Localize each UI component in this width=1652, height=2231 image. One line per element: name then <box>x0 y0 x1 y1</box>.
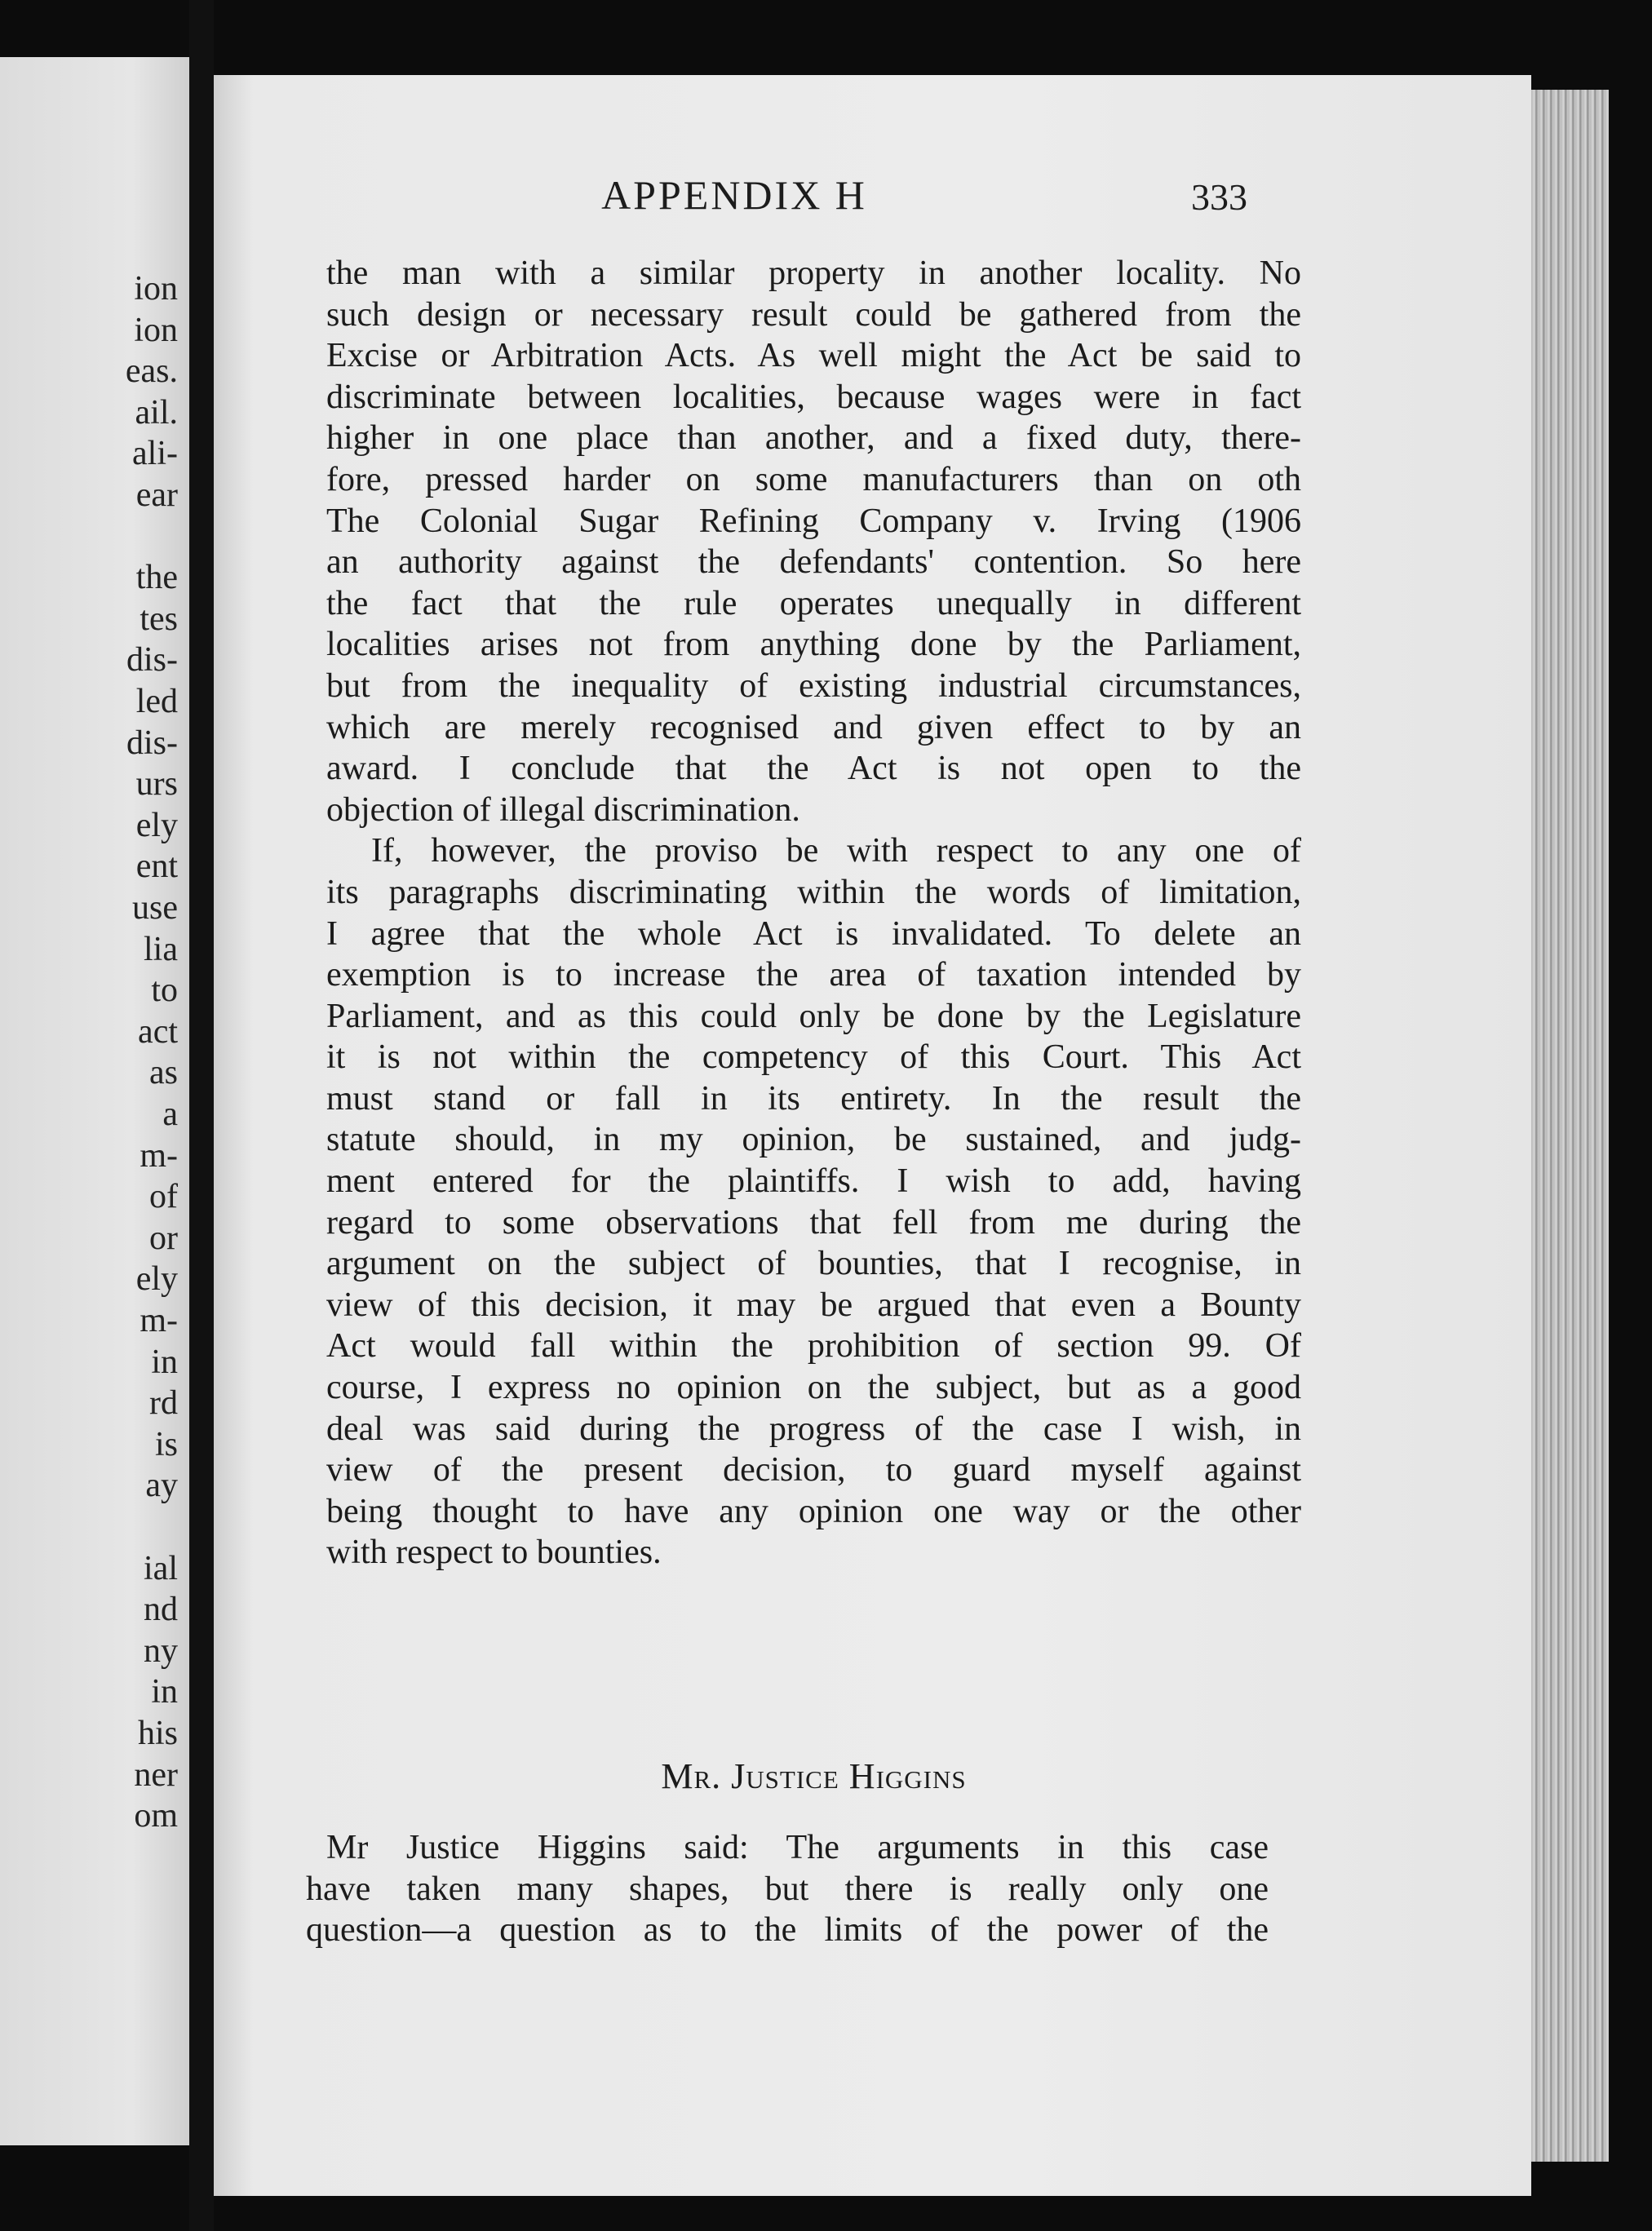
text-line: award. I conclude that the Act is not open to the <box>326 750 1301 788</box>
section-body <box>306 1827 1269 1951</box>
text-line: course, I express no opinion on the subject, but as a good <box>326 1369 1301 1407</box>
left-page-fragment: as <box>149 1054 178 1092</box>
text-line: but from the inequality of existing industrial circumstances, <box>326 666 1301 705</box>
body-text <box>326 253 1301 1574</box>
left-page-fragment: the <box>135 559 178 597</box>
left-page-fragment: ial <box>144 1549 178 1587</box>
left-page-fragment: ny <box>144 1631 178 1670</box>
paragraph-2 <box>326 830 1301 1574</box>
text-line: regard to some observations that fell from me during the <box>326 1203 1301 1242</box>
left-page-fragment: ion <box>134 311 178 349</box>
text-line: If, however, the proviso be with respect to any one of <box>371 832 1301 870</box>
text-line: objection of illegal discrimination. <box>326 790 800 829</box>
section-heading: Mr. Justice Higgins <box>661 1756 967 1796</box>
text-line: argument on the subject of bounties, that I recognise, in <box>326 1245 1301 1283</box>
left-page-fragment: to <box>151 972 178 1010</box>
left-page-fragment: is <box>154 1425 178 1463</box>
text-line: view of the present decision, to guard myself against <box>326 1451 1301 1490</box>
text-line: with respect to bounties. <box>326 1534 662 1572</box>
left-page-fragment: nd <box>144 1591 178 1629</box>
left-page-fragment: tes <box>140 600 178 638</box>
left-page-fragment: or <box>149 1219 178 1257</box>
left-page-fragment: in <box>151 1673 178 1711</box>
left-page-fragment: of <box>149 1178 178 1216</box>
text-line: the man with a similar property in another locality. No <box>326 255 1301 292</box>
left-page-fragment: ely <box>135 1260 178 1299</box>
text-line: fore, pressed harder on some manufacturers than on oth <box>326 460 1301 498</box>
text-line: the fact that the rule operates unequally in different <box>326 584 1301 622</box>
text-line: view of this decision, it may be argued that even a Bounty <box>326 1286 1301 1324</box>
left-page-fragment: dis- <box>126 641 178 679</box>
text-line: exemption is to increase the area of taxation intended by <box>326 956 1301 994</box>
text-line: such design or necessary result could be gathered from the <box>326 295 1301 334</box>
left-page-fragment: lia <box>144 930 178 968</box>
text-line: The Colonial Sugar Refining Company v. Irving (1906 <box>326 502 1301 540</box>
left-page-fragment: his <box>137 1715 178 1752</box>
left-page-fragment: ail. <box>135 393 178 432</box>
text-line: discriminate between localities, because wages were in fact <box>326 378 1301 416</box>
left-page-fragment: dis- <box>126 724 178 762</box>
left-page-fragment: m- <box>140 1302 178 1339</box>
left-page-fragment: ion <box>134 270 178 308</box>
left-page-fragment: a <box>162 1096 178 1133</box>
left-page-fragment: om <box>134 1797 178 1835</box>
text-line: its paragraphs discriminating within the words of limitation, <box>326 873 1301 911</box>
left-page-fragment: ely <box>135 806 178 844</box>
text-line: have taken many shapes, but there is really only one <box>306 1870 1269 1908</box>
paragraph-1 <box>326 253 1301 830</box>
text-line: Mr Justice Higgins said: The arguments in this case <box>326 1829 1269 1866</box>
left-page-fragment: m- <box>140 1136 178 1175</box>
text-line: statute should, in my opinion, be sustained, and judg- <box>326 1121 1301 1159</box>
left-page-fragment: use <box>132 889 178 927</box>
left-page-fragment: ear <box>135 476 178 514</box>
left-page-fragment: led <box>135 683 178 720</box>
text-line: ment entered for the plaintiffs. I wish to add, having <box>326 1162 1301 1201</box>
left-page-fragment: eas. <box>125 352 178 391</box>
text-line: it is not within the competency of this Court. This Act <box>326 1038 1301 1077</box>
text-line: question—a question as to the limits of the power of the <box>306 1911 1269 1950</box>
left-page-edge <box>0 57 189 2145</box>
text-line: Act would fall within the prohibition of section 99. Of <box>326 1327 1301 1366</box>
left-page-fragment: ay <box>145 1467 178 1505</box>
running-head: APPENDIX H <box>601 172 867 218</box>
left-page-fragment: urs <box>135 765 178 803</box>
text-line: must stand or fall in its entirety. In the result the <box>326 1079 1301 1118</box>
text-line: deal was said during the progress of the case I wish, in <box>326 1410 1301 1448</box>
text-line: an authority against the defendants' contention. So here <box>326 543 1301 582</box>
left-page-fragment: rd <box>149 1384 178 1423</box>
text-line: Parliament, and as this could only be done by the Legislature <box>326 997 1301 1035</box>
book-gutter <box>189 0 214 2231</box>
text-line: I agree that the whole Act is invalidated. To delete an <box>326 914 1301 953</box>
text-line: Excise or Arbitration Acts. As well might the Act be said to <box>326 337 1301 375</box>
text-line: which are merely recognised and given effect to by an <box>326 708 1301 746</box>
text-line: higher in one place than another, and a fixed duty, there- <box>326 419 1301 458</box>
left-page-fragment: ner <box>134 1755 178 1794</box>
page-edges <box>1531 90 1609 2162</box>
page-number: 333 <box>1191 176 1247 218</box>
left-page-fragment: act <box>138 1012 178 1051</box>
left-page-fragment: in <box>151 1343 178 1381</box>
text-line: localities arises not from anything done by the Parliament, <box>326 626 1301 664</box>
text-line: being thought to have any opinion one way or the other <box>326 1492 1301 1530</box>
left-page-fragment: ali- <box>132 435 178 473</box>
left-page-fragment: ent <box>135 848 178 886</box>
